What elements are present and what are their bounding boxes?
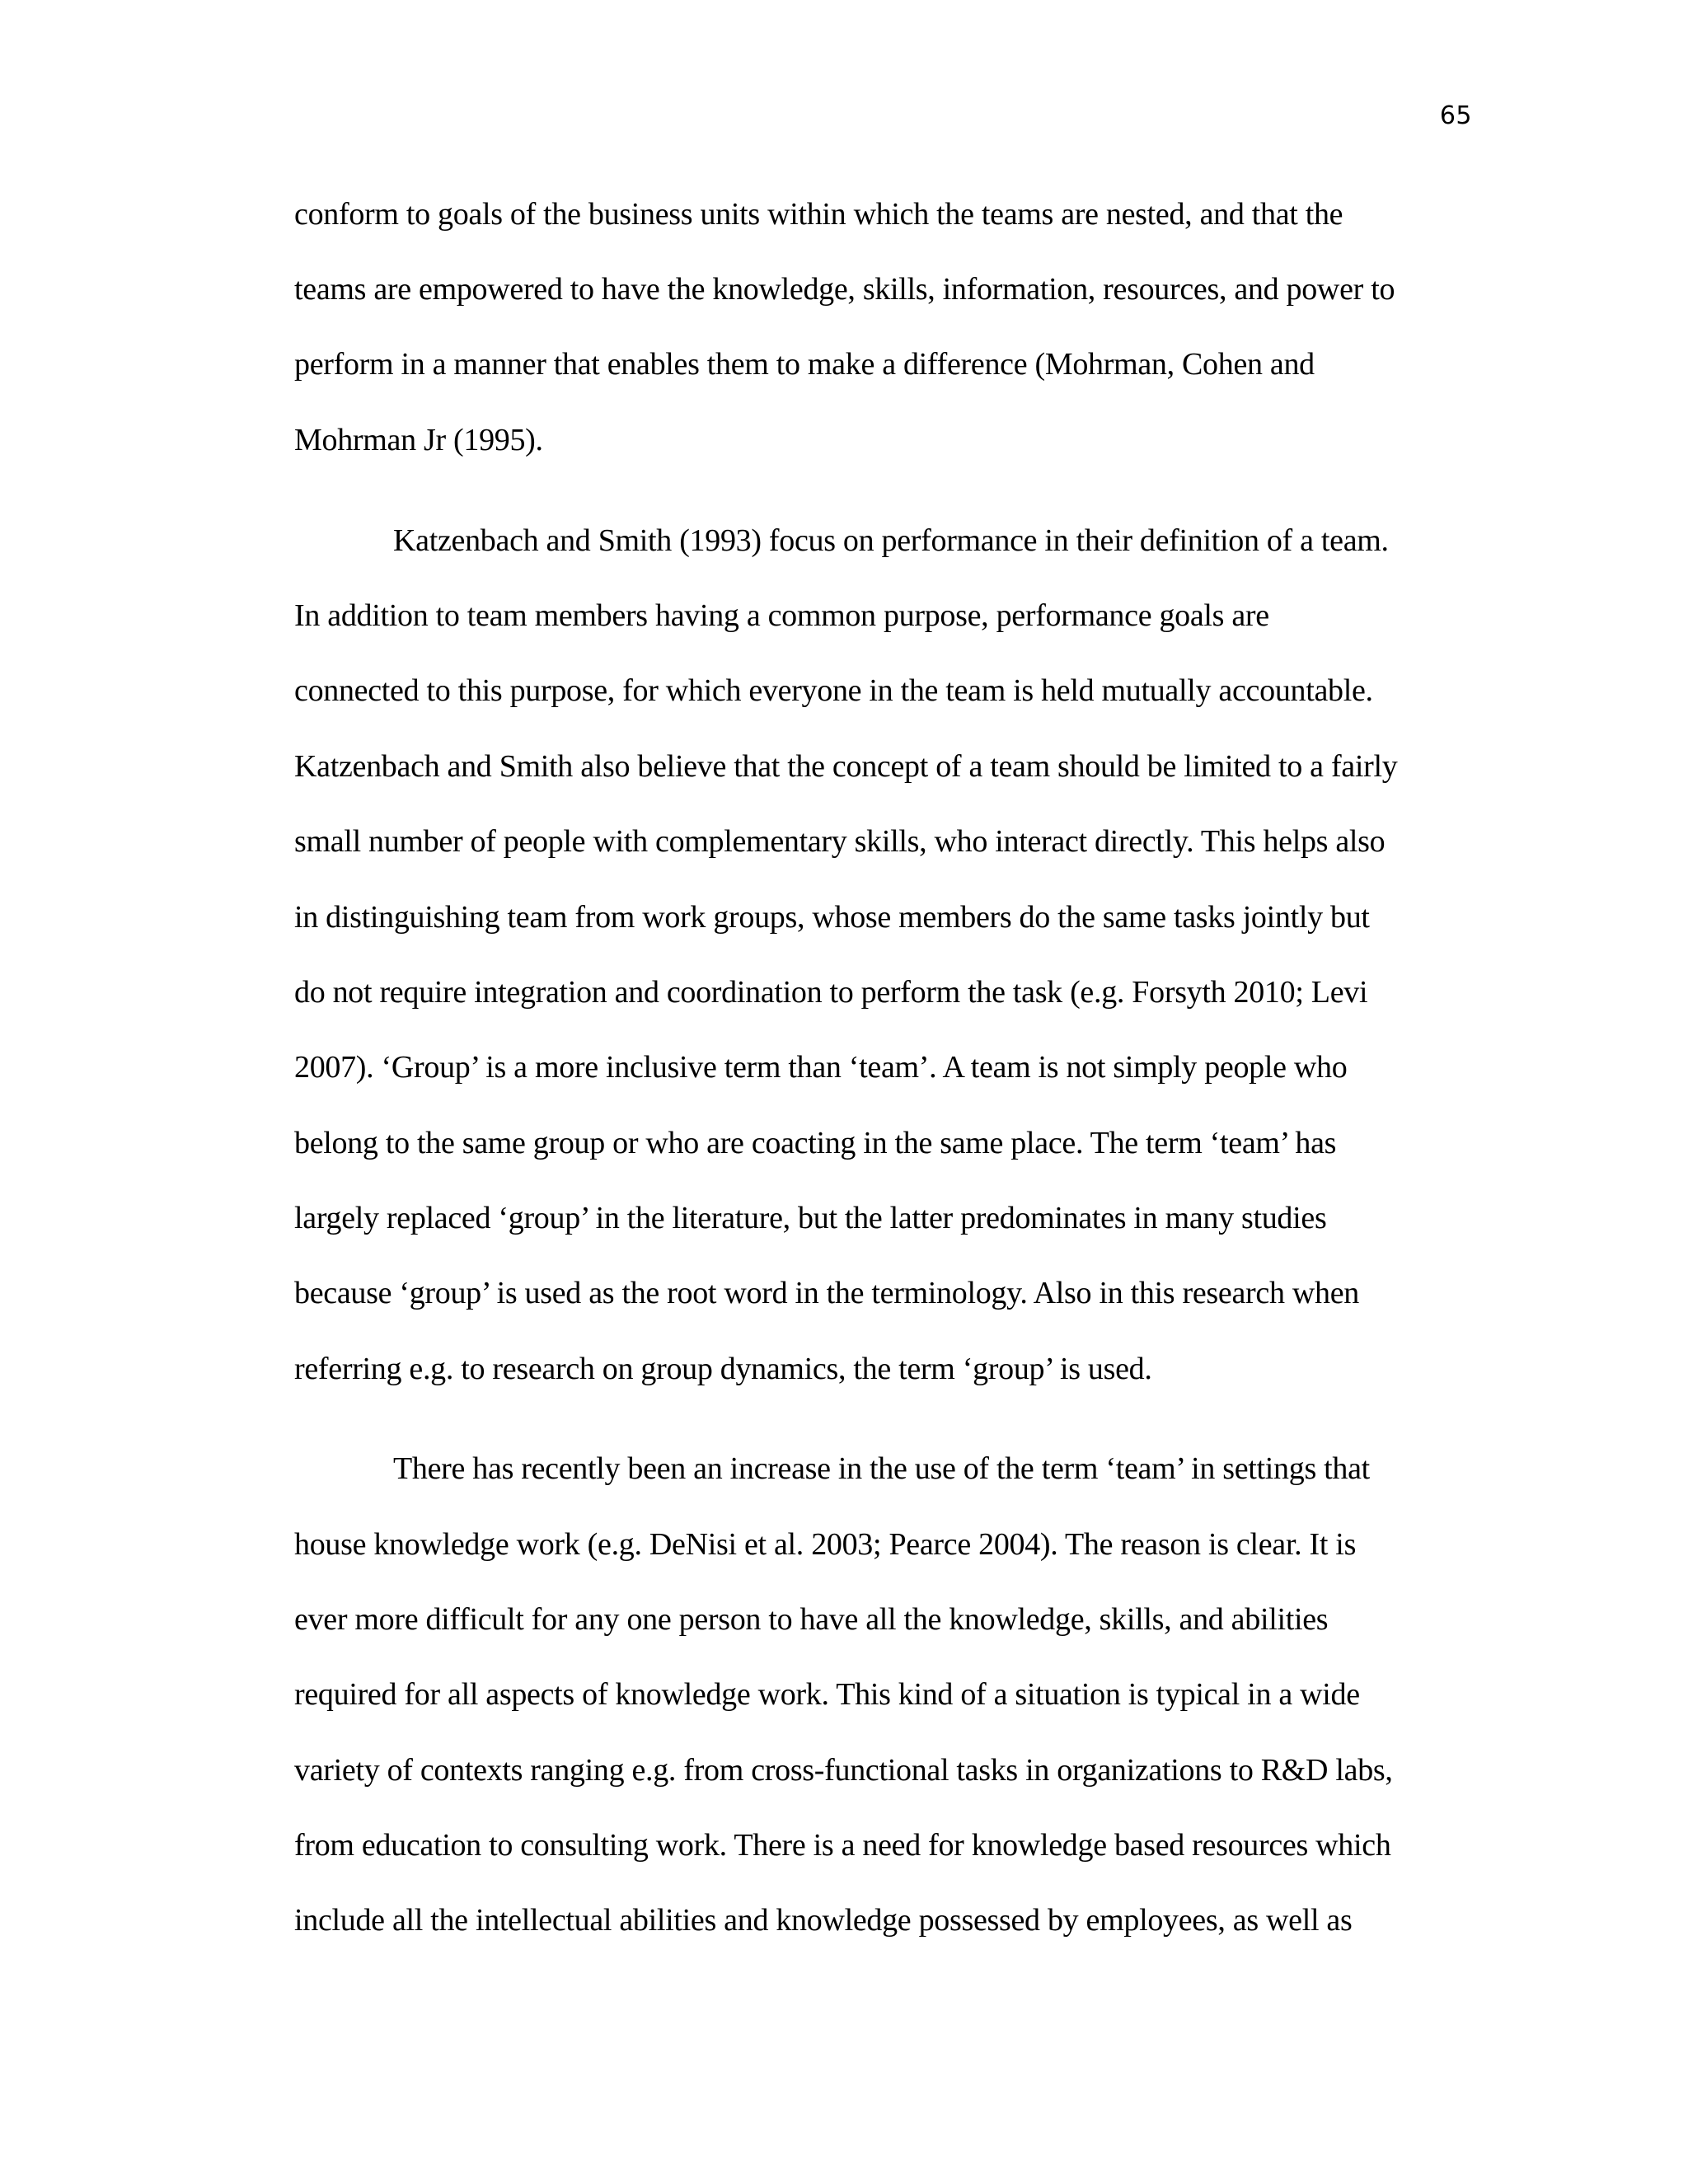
paragraph-1-line-4: Mohrman Jr (1995). xyxy=(294,423,543,457)
paragraph-2-line-7: do not require integration and coordination to perform the task (e.g. Forsyth 2010; Levi xyxy=(294,975,1368,1010)
paragraph-3-line-7: include all the intellectual abilities and knowledge possessed by employees, as well as xyxy=(294,1903,1353,1938)
page-number: 65 xyxy=(1439,101,1472,130)
paragraph-2-line-1: Katzenbach and Smith (1993) focus on performance in their definition of a team. xyxy=(393,523,1389,558)
paragraph-2-line-4: Katzenbach and Smith also believe that the concept of a team should be limited to a fairly xyxy=(294,749,1398,784)
paragraph-3-line-1: There has recently been an increase in the use of the term ‘team’ in settings that xyxy=(393,1451,1370,1486)
paragraph-3-line-5: variety of contexts ranging e.g. from cross-functional tasks in organizations to R&D labs, xyxy=(294,1753,1393,1788)
paragraph-2-line-11: because ‘group’ is used as the root word in the terminology. Also in this research when xyxy=(294,1276,1359,1310)
paragraph-2-line-9: belong to the same group or who are coacting in the same place. The term ‘team’ has xyxy=(294,1126,1337,1160)
paragraph-2-line-10: largely replaced ‘group’ in the literature, but the latter predominates in many studies xyxy=(294,1201,1327,1235)
paragraph-2-line-2: In addition to team members having a common purpose, performance goals are xyxy=(294,598,1269,633)
paragraph-2-line-6: in distinguishing team from work groups, whose members do the same tasks jointly but xyxy=(294,900,1370,935)
paragraph-2-line-8: 2007). ‘Group’ is a more inclusive term than ‘team’. A team is not simply people who xyxy=(294,1050,1348,1085)
paragraph-3-line-4: required for all aspects of knowledge work. This kind of a situation is typical in a wide xyxy=(294,1677,1360,1712)
paragraph-2-line-12: referring e.g. to research on group dynamics, the term ‘group’ is used. xyxy=(294,1352,1152,1386)
paragraph-3-line-3: ever more difficult for any one person to have all the knowledge, skills, and abilities xyxy=(294,1602,1329,1637)
paragraph-3-line-6: from education to consulting work. There is a need for knowledge based resources which xyxy=(294,1828,1391,1863)
paragraph-1-line-2: teams are empowered to have the knowledge, skills, information, resources, and power to xyxy=(294,272,1395,307)
paragraph-1-line-3: perform in a manner that enables them to make a difference (Mohrman, Cohen and xyxy=(294,347,1315,382)
paragraph-3-line-2: house knowledge work (e.g. DeNisi et al. 2003; Pearce 2004). The reason is clear. It is xyxy=(294,1527,1357,1562)
paragraph-2-line-3: connected to this purpose, for which everyone in the team is held mutually accountable. xyxy=(294,673,1373,708)
paragraph-2-line-5: small number of people with complementary skills, who interact directly. This helps also xyxy=(294,824,1386,859)
paragraph-1-line-1: conform to goals of the business units within which the teams are nested, and that the xyxy=(294,197,1343,232)
